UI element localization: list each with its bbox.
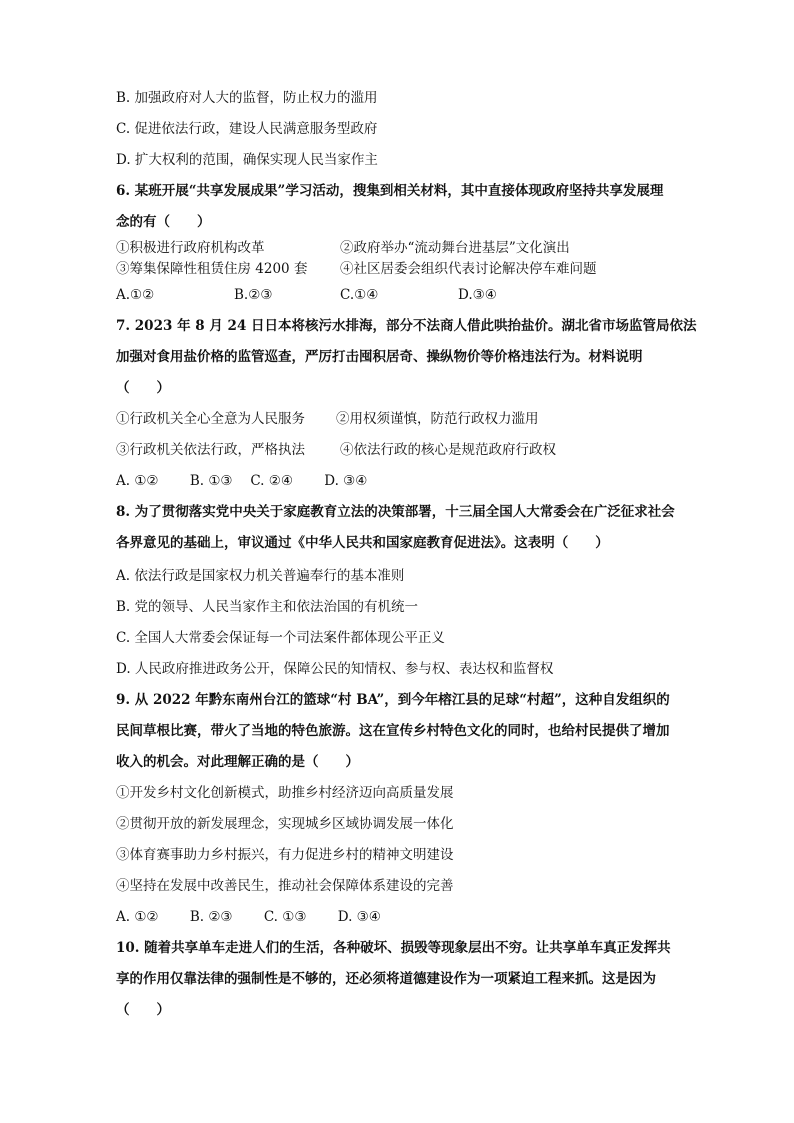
q10-stem-line1: 10. 随着共享单车走进人们的生活，各种破坏、损毁等现象层出不穷。让共享单车真正发挥共 [116, 940, 671, 956]
q8-option-b: B. 党的领导、人民当家作主和依法治国的有机统一 [116, 599, 419, 615]
q8-option-a: A. 依法行政是国家权力机关普遍奉行的基本准则 [116, 568, 405, 584]
q9-stem-line3: 收入的机会。对此理解正确的是（ ） [116, 754, 359, 770]
q7-item-4: ④依法行政的核心是规范政府行政权 [340, 442, 556, 458]
q7-stem-line1: 7. 2023 年 8 月 24 日日本将核污水排海，部分不法商人借此哄抬盐价。湖北省市场监管局依法 [116, 318, 697, 334]
q6-item-1: ①积极进行政府机构改革 [116, 240, 265, 256]
q6-stem-line1: 6. 某班开展“共享发展成果”学习活动，搜集到相关材料，其中直接体现政府坚持共享发展理 [116, 183, 664, 199]
q9-item-1: ①开发乡村文化创新模式，助推乡村经济迈向高质量发展 [116, 785, 454, 801]
q7-stem-line3: （ ） [116, 380, 170, 396]
q7-item-1: ①行政机关全心全意为人民服务 [116, 411, 305, 427]
q6-choice-c: C.①④ [340, 287, 379, 303]
q7-stem-line2: 加强对食用盐价格的监管巡查，严厉打击囤积居奇、操纵物价等价格违法行为。材料说明 [116, 349, 643, 365]
q6-stem-line2: 念的有（ ） [116, 214, 211, 230]
prev-option-d: D. 扩大权利的范围，确保实现人民当家作主 [116, 152, 378, 168]
q9-item-3: ③体育赛事助力乡村振兴，有力促进乡村的精神文明建设 [116, 847, 454, 863]
q6-item-4: ④社区居委会组织代表讨论解决停车难问题 [340, 261, 597, 277]
q8-option-d: D. 人民政府推进政务公开，保障公民的知情权、参与权、表达权和监督权 [116, 661, 554, 677]
q9-item-2: ②贯彻开放的新发展理念，实现城乡区域协调发展一体化 [116, 816, 454, 832]
q7-item-3: ③行政机关依法行政，严格执法 [116, 442, 305, 458]
q6-choice-d: D.③④ [458, 287, 497, 303]
q9-choices: A. ①② B. ②③ C. ①③ D. ③④ [116, 909, 381, 925]
q10-stem-line3: （ ） [116, 1002, 170, 1018]
q10-stem-line2: 享的作用仅靠法律的强制性是不够的，还必须将道德建设作为一项紧迫工程来抓。这是因为 [116, 971, 656, 987]
q7-item-2: ②用权须谨慎，防范行政权力滥用 [336, 411, 539, 427]
q8-stem-line2: 各界意见的基础上，审议通过《中华人民共和国家庭教育促进法》。这表明（ ） [116, 535, 609, 551]
prev-option-c: C. 促进依法行政，建设人民满意服务型政府 [116, 121, 378, 137]
q8-option-c: C. 全国人大常委会保证每一个司法案件都体现公平正义 [116, 630, 445, 646]
q6-item-3: ③筹集保障性租赁住房 4200 套 [116, 261, 308, 277]
prev-option-b: B. 加强政府对人大的监督，防止权力的滥用 [116, 90, 378, 106]
q9-stem-line2: 民间草根比赛，带火了当地的特色旅游。这在宣传乡村特色文化的同时，也给村民提供了增加 [116, 723, 670, 739]
q9-item-4: ④坚持在发展中改善民生，推动社会保障体系建设的完善 [116, 878, 454, 894]
q6-choice-a: A.①② [116, 287, 155, 303]
q7-choices: A. ①② B. ①③ C. ②④ D. ③④ [116, 473, 368, 489]
q9-stem-line1: 9. 从 2022 年黔东南州台江的篮球“村 BA”，到今年榕江县的足球“村超”，这种自发组织的 [116, 692, 670, 708]
q6-choice-b: B.②③ [234, 287, 273, 303]
q6-item-2: ②政府举办“流动舞台进基层”文化演出 [340, 240, 570, 256]
q8-stem-line1: 8. 为了贯彻落实党中央关于家庭教育立法的决策部署，十三届全国人大常委会在广泛征求社会 [116, 504, 675, 520]
